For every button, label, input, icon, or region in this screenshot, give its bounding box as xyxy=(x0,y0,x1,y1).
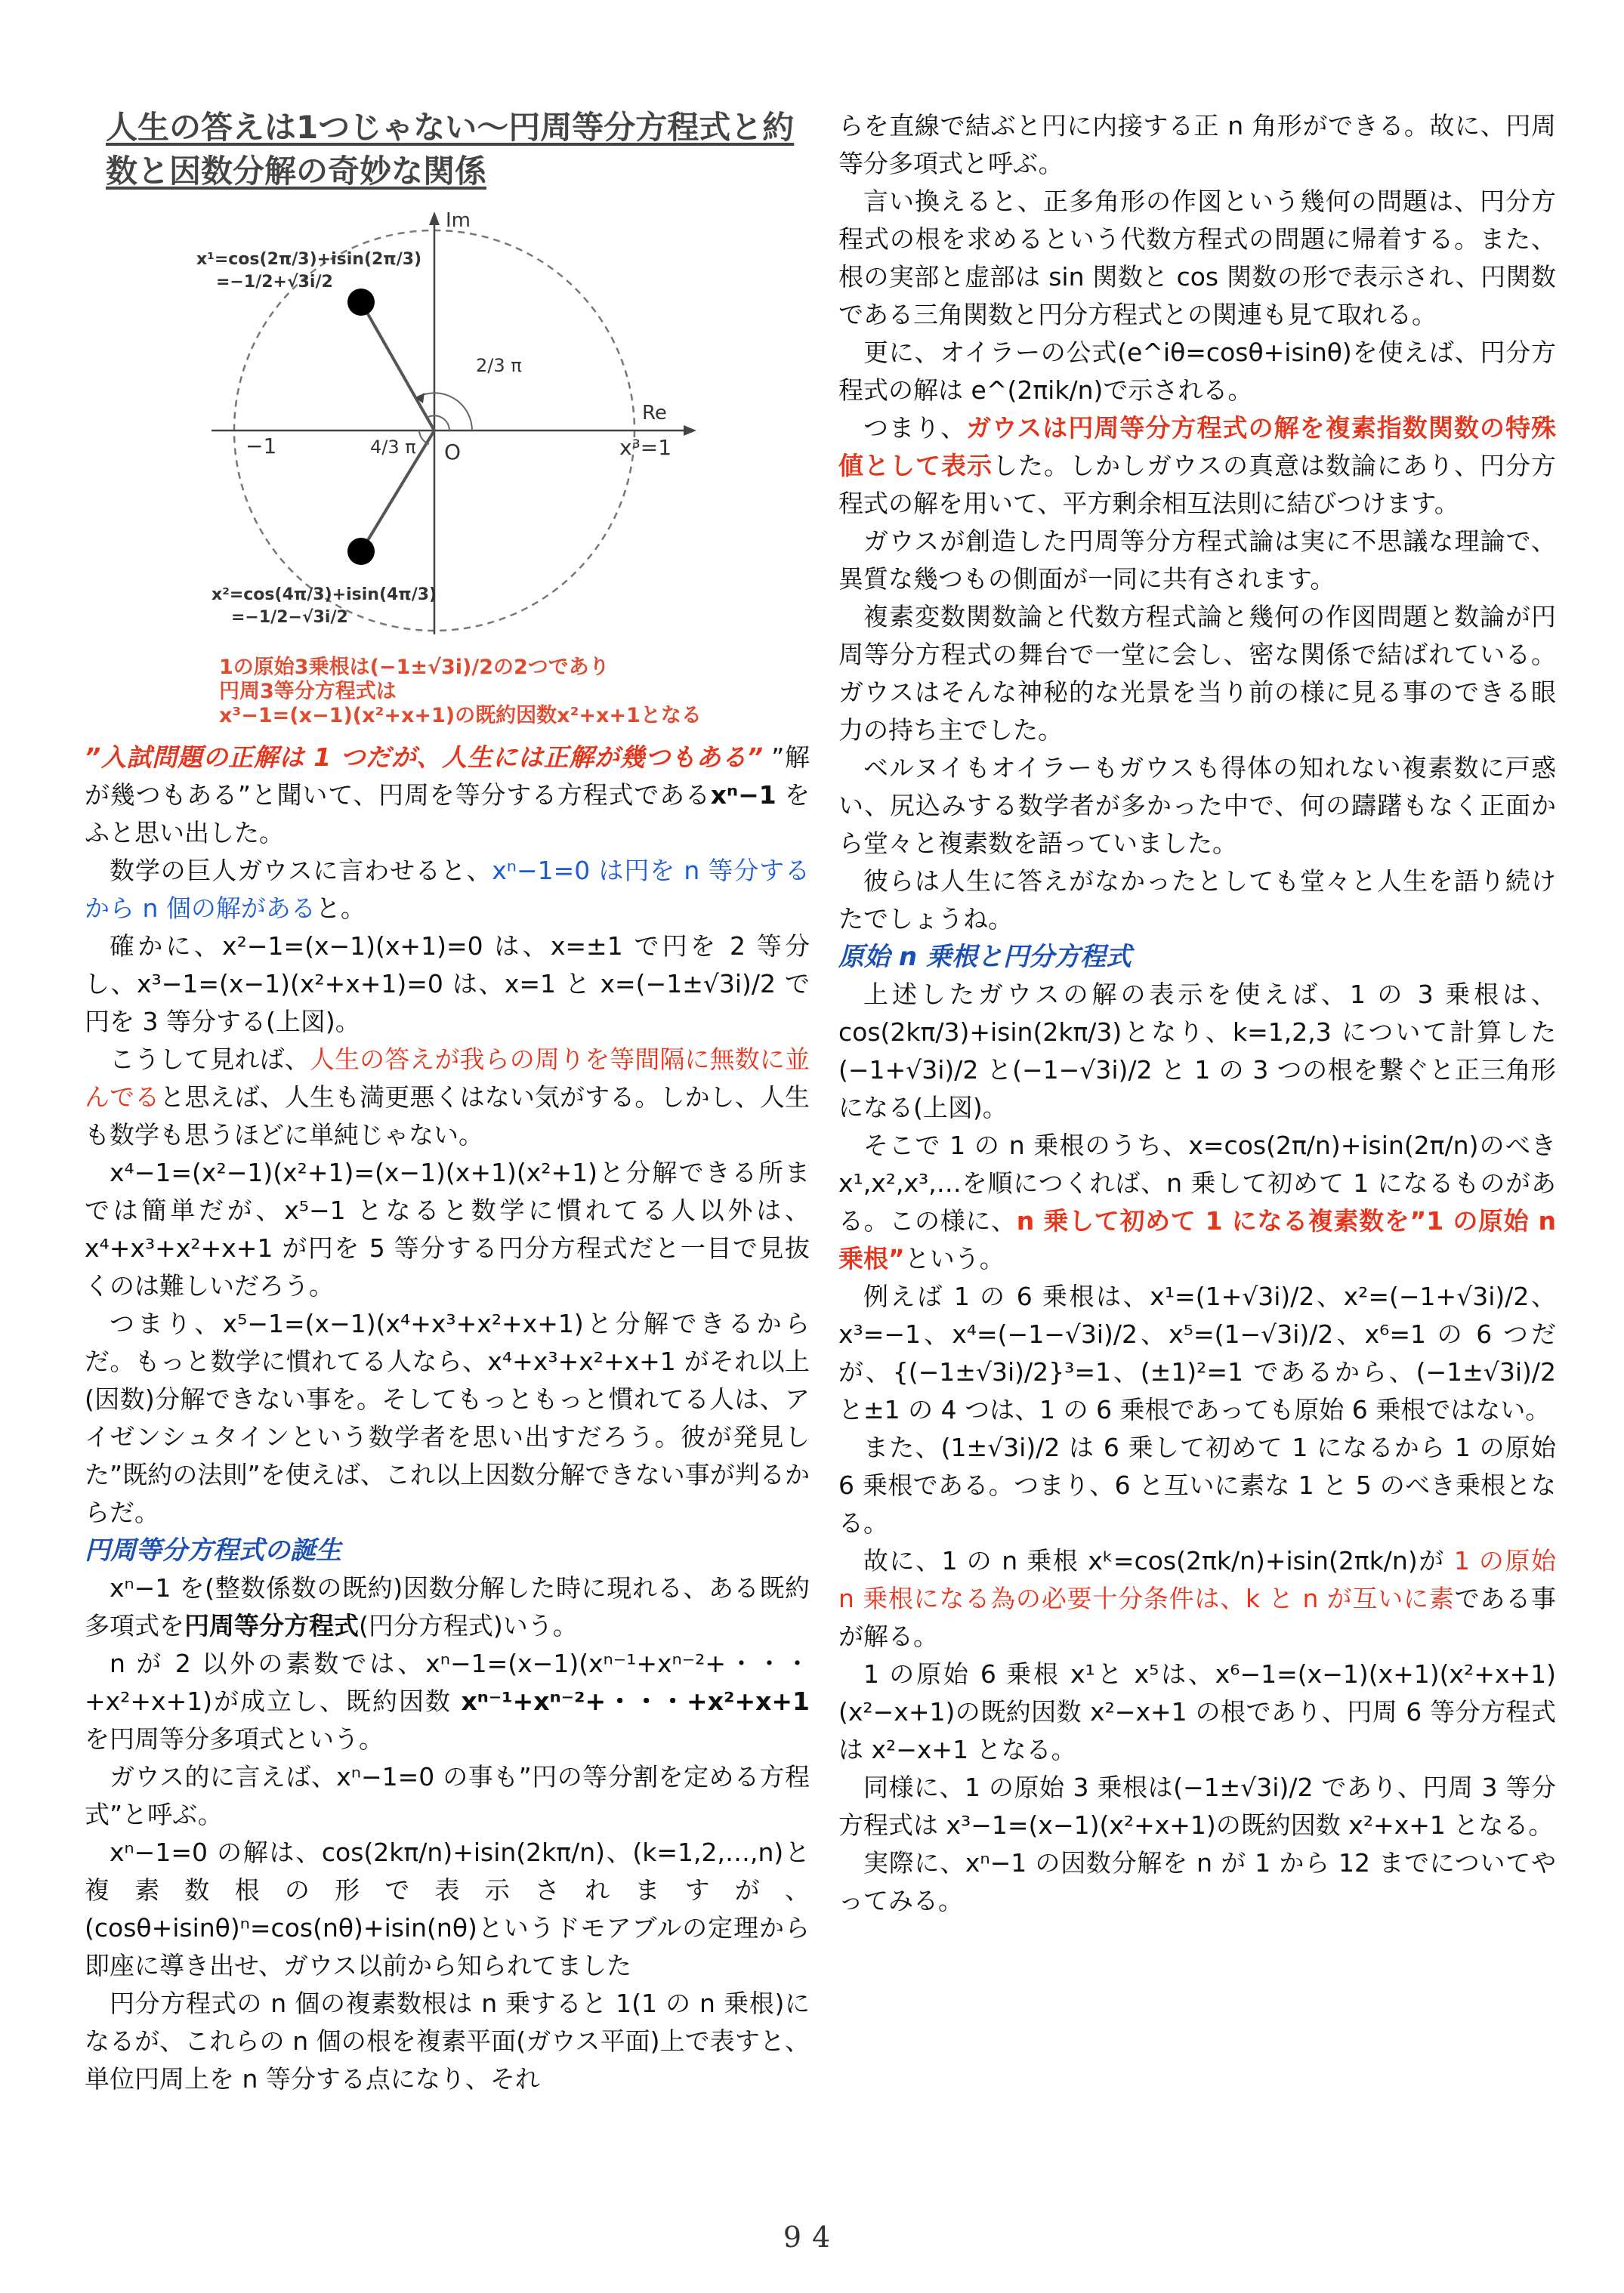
paragraph xyxy=(838,1127,1556,1278)
paragraph: 更に、オイラーの公式(e^iθ=cosθ+isinθ)を使えば、円分方程式の解は e^(2πik/n)で示される。 xyxy=(838,338,1556,405)
text: 故に、1 の n 乗根 xᵏ=cos(2πk/n)+isin(2πk/n)が xyxy=(863,1546,1454,1575)
text: 数学の巨人ガウスに言わせると、 xyxy=(110,856,492,885)
text: と思えば、人生も満更悪くはない気がする。しかし、人生も数学も思うほどに単純じゃない。 xyxy=(85,1082,810,1150)
highlight-red: ガウスは円周等分方程式の解を複素指数関数の特殊値として表示 xyxy=(838,413,1556,480)
formula: xⁿ⁻¹+xⁿ⁻²+・・・+x²+x+1 xyxy=(461,1687,810,1716)
paragraph: ベルヌイもオイラーもガウスも得体の知れない複素数に戸惑い、尻込みする数学者が多かった中で、何の躊躇もなく正面から堂々と複素数を語っていました。 xyxy=(838,753,1556,858)
paragraph: 例えば 1 の 6 乗根は、x¹=(1+√3i)/2、x²=(−1+√3i)/2、x³=−1、x⁴=(−1−√3i)/2、x⁵=(1−√3i)/2、x⁶=1 の 6 つだが、{(−1±√3i)/2}³=1、(±1)²=1 であるから、(−1±√3i)/2 と±1 の 4 つは、1 の 6 乗根であっても原始 6 乗根ではない。 xyxy=(838,1282,1556,1424)
highlight-quote: ”入試問題の正解は 1 つだが、人生には正解が幾つもある” xyxy=(85,742,764,772)
page-title: 人生の答えは1つじゃない〜円周等分方程式と約数と因数分解の奇妙な関係 xyxy=(106,109,795,190)
root-point-1 xyxy=(347,289,375,316)
highlight-red: 1 の原始 n 乗根になる為の必要十分条件は、k と n が互いに素 xyxy=(838,1546,1556,1613)
paragraph xyxy=(85,1645,810,1758)
text: した。しかしガウスの真意は数論にあり、円分方程式の解を用いて、平方剰余相互法則に結びつけます。 xyxy=(838,451,1556,518)
paragraph: 実際に、xⁿ−1 の因数分解を n が 1 から 12 までについてやってみる。 xyxy=(838,1848,1556,1915)
point1-formula: x¹=cos(2π/3)+isin(2π/3) xyxy=(196,250,422,269)
section-heading: 円周等分方程式の誕生 xyxy=(85,1535,341,1566)
minus-one-label: −1 xyxy=(245,434,277,458)
paragraph xyxy=(85,1041,810,1154)
paragraph xyxy=(838,1542,1556,1656)
left-column xyxy=(85,739,810,2098)
point1-value: =−1/2+√3i/2 xyxy=(216,273,333,292)
text: と。 xyxy=(315,893,366,923)
text: そこで 1 の n 乗根のうち、x=cos(2π/n)+isin(2π/n)のべき x¹,x²,x³,…を順につくれば、n 乗して初めて 1 になるものがある。この様に、 xyxy=(838,1131,1556,1236)
caption-line: 1の原始3乗根は(−1±√3i)/2の2つであり xyxy=(219,656,610,679)
paragraph xyxy=(85,852,810,927)
page-number: 94 xyxy=(783,2220,841,2254)
formula: xⁿ−1 xyxy=(710,780,776,810)
paragraph: つまり、x⁵−1=(x−1)(x⁴+x³+x²+x+1)と分解できるからだ。もっと数学に慣れてる人なら、x⁴+x³+x²+x+1 がそれ以上(因数)分解できない事を。そしてもっともっと慣れてる人は、アイゼンシュタインという数学者を思い出すだろう。彼が発見した”既約の法則”を使えば、これ以上因数分解できない事が判るからだ。 xyxy=(85,1309,810,1527)
x3-label: x³=1 xyxy=(619,435,672,460)
origin-label: O xyxy=(444,440,462,464)
paragraph xyxy=(838,409,1556,523)
caption-line: x³−1=(x−1)(x²+x+1)の既約因数x²+x+1となる xyxy=(219,704,702,727)
text: こうして見れば、 xyxy=(110,1045,310,1074)
paragraph: x⁴−1=(x²−1)(x²+1)=(x−1)(x+1)(x²+1)と分解できる所までは簡単だが、x⁵−1 となると数学に慣れてる人以外は、x⁴+x³+x²+x+1 が円を 5 等分する円分方程式だと一目で見抜くのは難しいだろう。 xyxy=(85,1158,810,1301)
point2-value: =−1/2−√3i/2 xyxy=(231,608,348,627)
highlight-red: 人生の答えが我らの周りを等間隔に無数に並んでる xyxy=(85,1045,810,1112)
unit-circle-figure xyxy=(189,204,718,642)
figure-caption xyxy=(219,656,748,728)
paragraph xyxy=(85,1569,810,1645)
paragraph: 上述したガウスの解の表示を使えば、1 の 3 乗根は、cos(2kπ/3)+isin(2kπ/3)となり、k=1,2,3 について計算した(−1+√3i)/2 と(−1−√3i)/2 と 1 の 3 つの根を繋ぐと正三角形になる(上図)。 xyxy=(838,980,1556,1122)
term: 円周等分方程式 xyxy=(184,1611,359,1640)
text: xⁿ−1 を(整数係数の既約)因数分解した時に現れる、ある既約多項式を xyxy=(85,1573,810,1640)
paragraph: 1 の原始 6 乗根 x¹と x⁵は、x⁶−1=(x−1)(x+1)(x²+x+1)(x²−x+1)の既約因数 x²−x+1 の根であり、円周 6 等分方程式は x²−x+1 となる。 xyxy=(838,1659,1556,1764)
paragraph: 円分方程式の n 個の複素数根は n 乗すると 1(1 の n 乗根)になるが、これらの n 個の根を複素平面(ガウス平面)上で表すと、単位円周上を n 等分する点になり、それ xyxy=(85,1989,810,2094)
text: つまり、 xyxy=(863,413,967,443)
paragraph: らを直線で結ぶと円に内接する正 n 角形ができる。故に、円周等分多項式と呼ぶ。 xyxy=(838,111,1556,178)
caption-line: 円周3等分方程式は xyxy=(219,680,397,703)
paragraph xyxy=(85,739,810,852)
paragraph: ガウスが創造した円周等分方程式論は実に不思議な理論で、異質な幾つもの側面が一同に共有されます。 xyxy=(838,526,1556,594)
text: をふと思い出した。 xyxy=(85,780,810,847)
section-heading: 原始 n 乗根と円分方程式 xyxy=(838,942,1132,972)
im-axis-label: Im xyxy=(446,209,471,232)
text: である事が解る。 xyxy=(838,1584,1557,1651)
text: ”解が幾つもある”と聞いて、円周を等分する方程式である xyxy=(85,742,810,810)
paragraph: 彼らは人生に答えがなかったとしても堂々と人生を語り続けたでしょうね。 xyxy=(838,866,1556,934)
text: n が 2 以外の素数では、xⁿ−1=(x−1)(xⁿ⁻¹+xⁿ⁻²+・・・+x²+x+1)が成立し、既約因数 xyxy=(85,1649,810,1716)
re-axis-label: Re xyxy=(642,402,667,424)
text: という。 xyxy=(904,1244,1005,1273)
root-point-2 xyxy=(347,538,375,565)
paragraph: また、(1±√3i)/2 は 6 乗して初めて 1 になるから 1 の原始 6 乗根である。つまり、6 と互いに素な 1 と 5 のべき乗根となる。 xyxy=(838,1433,1556,1538)
angle-lower-label: 4/3 π xyxy=(370,437,416,458)
paragraph: 同様に、1 の原始 3 乗根は(−1±√3i)/2 であり、円周 3 等分方程式は x³−1=(x−1)(x²+x+1)の既約因数 x²+x+1 となる。 xyxy=(838,1773,1556,1840)
text: (円分方程式)いう。 xyxy=(359,1611,578,1640)
paragraph: 確かに、x²−1=(x−1)(x+1)=0 は、x=±1 で円を 2 等分し、x³−1=(x−1)(x²+x+1)=0 は、x=1 と x=(−1±√3i)/2 で円を 3 等分する(上図)。 xyxy=(85,931,810,1036)
paragraph: xⁿ−1=0 の解は、cos(2kπ/n)+isin(2kπ/n)、(k=1,2,…,n)と複素数根の形で表示されますが、(cosθ+isinθ)ⁿ=cos(nθ)+isin(nθ)というドモアブルの定理から即座に導き出せ、ガウス以前から知られてました xyxy=(85,1838,810,1980)
paragraph: 言い換えると、正多角形の作図という幾何の問題は、円分方程式の根を求めるという代数方程式の問題に帰着する。また、根の実部と虚部は sin 関数と cos 関数の形で表示され、円関数である三角関数と円分方程式との関連も見て取れる。 xyxy=(838,187,1556,329)
highlight-red: n 乗して初めて 1 になる複素数を”1 の原始 n 乗根” xyxy=(838,1206,1557,1273)
paragraph: ガウス的に言えば、xⁿ−1=0 の事も”円の等分割を定める方程式”と呼ぶ。 xyxy=(85,1762,810,1829)
angle-upper-label: 2/3 π xyxy=(476,355,522,376)
text: を円周等分多項式という。 xyxy=(85,1724,384,1754)
highlight-blue: xⁿ−1=0 は円を n 等分するから n 個の解がある xyxy=(85,856,810,923)
right-column xyxy=(838,107,1556,1920)
paragraph: 複素変数関数論と代数方程式論と幾何の作図問題と数論が円周等分方程式の舞台で一堂に会し、密な関係で結ばれている。ガウスはそんな神秘的な光景を当り前の様に見る事のできる眼力の持ち主でした。 xyxy=(838,602,1556,745)
point2-formula: x²=cos(4π/3)+isin(4π/3) xyxy=(211,585,437,604)
ray-to-point-1 xyxy=(361,302,434,431)
